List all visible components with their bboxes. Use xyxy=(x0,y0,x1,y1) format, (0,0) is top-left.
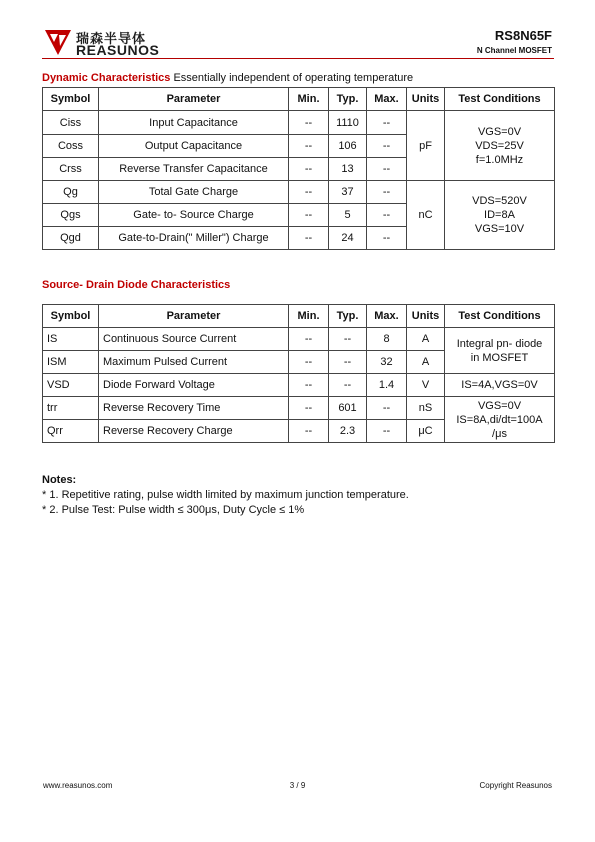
col-header: Units xyxy=(407,88,445,111)
dynamic-characteristics-table xyxy=(42,87,555,250)
condition-line: VGS=10V xyxy=(474,223,525,235)
cell-parameter: Input Capacitance xyxy=(99,111,289,135)
company-logo xyxy=(43,27,183,59)
cell-max: -- xyxy=(367,420,407,443)
col-header: Symbol xyxy=(43,305,99,328)
header-rule xyxy=(42,58,554,59)
diode-characteristics-table xyxy=(42,304,555,443)
cell-max: -- xyxy=(367,397,407,420)
cell-min: -- xyxy=(289,351,329,374)
cell-symbol: Ciss xyxy=(43,111,99,135)
note-item: * 2. Pulse Test: Pulse width ≤ 300μs, Duty Cycle ≤ 1% xyxy=(42,504,305,516)
cell-test-conditions xyxy=(445,111,555,181)
col-header: Test Conditions xyxy=(445,88,555,111)
cell-typ: 2.3 xyxy=(329,420,367,443)
diode-title: Source- Drain Diode Characteristics xyxy=(42,279,231,291)
cell-typ: 601 xyxy=(329,397,367,420)
cell-parameter: Output Capacitance xyxy=(99,135,289,158)
col-header: Max. xyxy=(367,305,407,328)
table-row xyxy=(43,397,555,420)
logo-chinese-name: 瑞森半导体 xyxy=(76,31,147,46)
cell-unit: nS xyxy=(407,397,445,420)
cell-min: -- xyxy=(289,181,329,204)
cell-min: -- xyxy=(289,328,329,351)
condition-line: VDS=520V xyxy=(472,195,527,207)
footer-website: www.reasunos.com xyxy=(43,781,113,790)
cell-symbol: Qgd xyxy=(43,227,99,250)
reasunos-logo-icon xyxy=(43,27,73,57)
col-header: Typ. xyxy=(329,88,367,111)
cell-symbol: Crss xyxy=(43,158,99,181)
cell-parameter: Diode Forward Voltage xyxy=(99,374,289,397)
cell-unit: V xyxy=(407,374,445,397)
col-header: Typ. xyxy=(329,305,367,328)
cell-parameter: Maximum Pulsed Current xyxy=(99,351,289,374)
table-header-row xyxy=(43,88,555,111)
cell-parameter: Total Gate Charge xyxy=(99,181,289,204)
cell-min: -- xyxy=(289,420,329,443)
cell-test-conditions xyxy=(445,181,555,250)
col-header: Parameter xyxy=(99,305,289,328)
cell-max: 8 xyxy=(367,328,407,351)
cell-test-conditions xyxy=(445,397,555,443)
cell-max: -- xyxy=(367,227,407,250)
cell-min: -- xyxy=(289,397,329,420)
cell-max: -- xyxy=(367,111,407,135)
condition-line: f=1.0MHz xyxy=(475,153,524,166)
logo-english-name: REASUNOS xyxy=(76,42,160,58)
notes-heading: Notes: xyxy=(42,474,77,486)
cell-unit: A xyxy=(407,328,445,351)
cell-parameter: Reverse Transfer Capacitance xyxy=(99,158,289,181)
cell-min: -- xyxy=(289,374,329,397)
cell-symbol: trr xyxy=(43,397,99,420)
table-row xyxy=(43,328,555,351)
cell-unit: μC xyxy=(407,420,445,443)
footer-copyright: Copyright Reasunos xyxy=(479,781,552,790)
cell-symbol: VSD xyxy=(43,374,99,397)
cell-unit: pF xyxy=(407,111,445,181)
cell-max: -- xyxy=(367,204,407,227)
table-row xyxy=(43,181,555,204)
cell-max: -- xyxy=(367,181,407,204)
col-header: Parameter xyxy=(99,88,289,111)
cell-typ: 106 xyxy=(329,135,367,158)
cell-min: -- xyxy=(289,135,329,158)
condition-line: in MOSFET xyxy=(470,351,529,364)
condition-line: ID=8A xyxy=(484,209,515,221)
cell-typ: 24 xyxy=(329,227,367,250)
cell-parameter: Gate-to-Drain(" Miller") Charge xyxy=(99,227,289,250)
cell-symbol: Qg xyxy=(43,181,99,204)
condition-line: Integral pn- diode xyxy=(456,337,543,350)
condition-line: VGS=0V xyxy=(477,125,522,138)
cell-typ: 37 xyxy=(329,181,367,204)
cell-max: -- xyxy=(367,158,407,181)
condition-line: VGS=0V xyxy=(477,399,522,412)
cell-parameter: Reverse Recovery Charge xyxy=(99,420,289,443)
dynamic-title-note: Essentially independent of operating temperature xyxy=(170,72,414,84)
table-row xyxy=(43,111,555,135)
cell-symbol: Qgs xyxy=(43,204,99,227)
cell-parameter: Gate- to- Source Charge xyxy=(99,204,289,227)
table-row xyxy=(43,374,555,397)
cell-typ: -- xyxy=(329,328,367,351)
cell-test-conditions xyxy=(445,328,555,374)
cell-min: -- xyxy=(289,227,329,250)
cell-min: -- xyxy=(289,204,329,227)
notes-block xyxy=(42,473,409,518)
cell-typ: -- xyxy=(329,374,367,397)
cell-symbol: Qrr xyxy=(43,420,99,443)
table-header-row xyxy=(43,305,555,328)
cell-test-conditions: IS=4A,VGS=0V xyxy=(445,374,555,397)
device-subtitle: N Channel MOSFET xyxy=(476,46,552,55)
cell-max: 1.4 xyxy=(367,374,407,397)
cell-typ: 1110 xyxy=(329,111,367,135)
col-header: Test Conditions xyxy=(445,305,555,328)
condition-line: VDS=25V xyxy=(475,139,524,152)
dynamic-title-red: Dynamic Characteristics xyxy=(42,72,171,84)
col-header: Symbol xyxy=(43,88,99,111)
condition-line: IS=8A,di/dt=100A xyxy=(456,413,543,426)
col-header: Min. xyxy=(289,88,329,111)
cell-typ: 13 xyxy=(329,158,367,181)
cell-parameter: Continuous Source Current xyxy=(99,328,289,351)
cell-typ: -- xyxy=(329,351,367,374)
col-header: Units xyxy=(407,305,445,328)
cell-symbol: IS xyxy=(43,328,99,351)
cell-unit: nC xyxy=(407,181,445,250)
cell-unit: A xyxy=(407,351,445,374)
dynamic-section-title xyxy=(42,72,413,84)
part-number: RS8N65F xyxy=(494,28,552,43)
cell-typ: 5 xyxy=(329,204,367,227)
cell-symbol: ISM xyxy=(43,351,99,374)
cell-min: -- xyxy=(289,158,329,181)
cell-max: -- xyxy=(367,135,407,158)
col-header: Min. xyxy=(289,305,329,328)
diode-section-title xyxy=(42,279,230,291)
note-item: * 1. Repetitive rating, pulse width limited by maximum junction temperature. xyxy=(42,489,409,501)
col-header: Max. xyxy=(367,88,407,111)
cell-symbol: Coss xyxy=(43,135,99,158)
footer-page-number: 3 / 9 xyxy=(289,781,306,790)
condition-line: /μs xyxy=(492,427,507,440)
cell-min: -- xyxy=(289,111,329,135)
cell-max: 32 xyxy=(367,351,407,374)
cell-parameter: Reverse Recovery Time xyxy=(99,397,289,420)
